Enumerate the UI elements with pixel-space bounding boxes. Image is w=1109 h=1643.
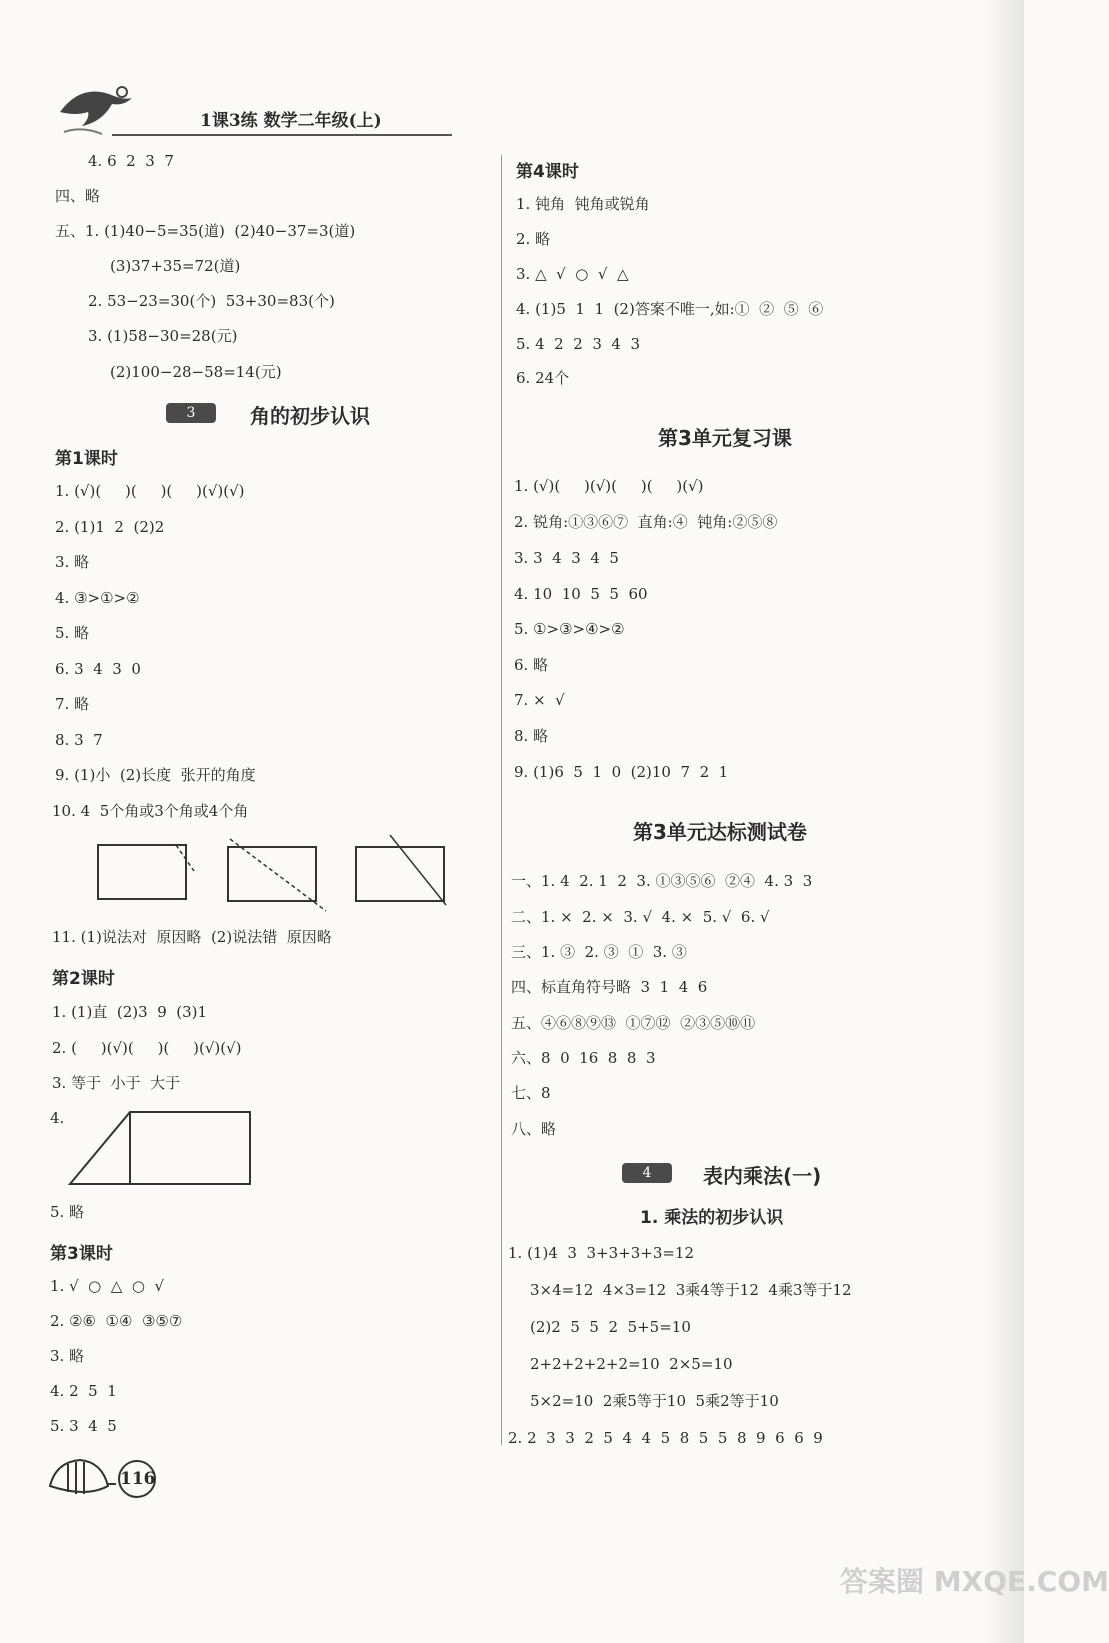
answer-line: 3. (1)58−30=28(元) [88,327,238,345]
answer-line: 4. (1)5 1 1 (2)答案不唯一,如:① ② ⑤ ⑥ [516,300,824,318]
test-title: 第3单元达标测试卷 [633,820,807,844]
answer-line: 1. √ ○ △ ○ √ [50,1277,165,1295]
answer-line: 1. 钝角 钝角或锐角 [516,195,650,213]
dolphin-logo-icon [52,82,152,142]
answer-line: 五、④⑥⑧⑨⑬ ①⑦⑫ ②③⑤⑩⑪ [511,1014,756,1032]
answer-line: 八、略 [511,1120,557,1138]
answer-line: 5. 略 [50,1203,85,1221]
lesson-heading: 第4课时 [516,162,579,182]
watermark: 答案圈 MXQE.COM [840,1565,1109,1598]
footer-character-icon [46,1456,116,1500]
answer-line: 8. 略 [514,727,549,745]
page-edge-shadow [984,0,1024,1643]
answer-line: 2. ②⑥ ①④ ③⑤⑦ [50,1312,183,1330]
lesson-heading: 第1课时 [55,449,118,469]
page-header [52,82,392,142]
answer-line: 六、8 0 16 8 8 3 [511,1049,656,1067]
answer-line: 2. 2 3 3 2 5 4 4 5 8 5 5 8 9 6 6 9 [508,1429,823,1447]
answer-line: 6. 24个 [516,369,570,387]
answer-line: 七、8 [511,1084,551,1102]
answer-line: 5. ①>③>④>② [514,620,625,638]
answer-line: 2. 略 [516,230,551,248]
answer-line: (2)2 5 5 2 5+5=10 [530,1318,691,1336]
answer-line: 4. ③>①>② [55,589,140,607]
answer-line: 5. 3 4 5 [50,1417,117,1435]
answer-line: (3)37+35=72(道) [110,257,241,275]
answer-line: 5×2=10 2乘5等于10 5乘2等于10 [530,1392,779,1410]
answer-line: 1. (1)直 (2)3 9 (3)1 [52,1003,208,1021]
answer-line: 3. △ √ ○ √ △ [516,265,629,283]
answer-line: 7. × √ [514,691,565,709]
answer-line: 3×4=12 4×3=12 3乘4等于12 4乘3等于12 [530,1281,852,1299]
answer-line: 4. 2 5 1 [50,1382,117,1400]
lesson-heading: 第3课时 [50,1244,113,1264]
section-badge: 3 [166,403,216,423]
review-title: 第3单元复习课 [658,426,792,450]
answer-line: 9. (1)6 5 1 0 (2)10 7 2 1 [514,763,729,781]
answer-line: 4. [50,1109,65,1127]
header-rule [112,134,452,136]
answer-line: 3. 略 [50,1347,85,1365]
answer-line: 三、1. ③ 2. ③ ① 3. ③ [511,943,687,961]
answer-line: 5. 4 2 2 3 4 3 [516,335,641,353]
answer-line: 2. ( )(√)( )( )(√)(√) [52,1039,242,1057]
answer-line: 2+2+2+2+2=10 2×5=10 [530,1355,733,1373]
answer-line: 1. (√)( )(√)( )( )(√) [514,477,704,495]
answer-line: 4. 10 10 5 5 60 [514,585,648,603]
answer-line: 11. (1)说法对 原因略 (2)说法错 原因略 [52,928,332,946]
answer-line: 2. 锐角:①③⑥⑦ 直角:④ 钝角:②⑤⑧ [514,513,778,531]
header-title: 1课3练 数学二年级(上) [200,111,382,131]
section-badge: 4 [622,1163,672,1183]
answer-line: 五、1. (1)40−5=35(道) (2)40−37=3(道) [55,222,356,240]
answer-line: 3. 等于 小于 大于 [52,1074,181,1092]
lesson-heading: 第2课时 [52,969,115,989]
answer-line: 4. 6 2 3 7 [88,152,174,170]
answer-line: 8. 3 7 [55,731,103,749]
answer-line: 一、1. 4 2. 1 2 3. ①③⑤⑥ ②④ 4. 3 3 [511,872,813,890]
answer-line: 1. (1)4 3 3+3+3+3=12 [508,1244,695,1262]
answer-line: 四、略 [55,187,101,205]
answer-line: 9. (1)小 (2)长度 张开的角度 [55,766,256,784]
answer-line: 2. (1)1 2 (2)2 [55,518,165,536]
answer-line: 6. 略 [514,656,549,674]
answer-line: 1. (√)( )( )( )(√)(√) [55,482,245,500]
trapezoid-figure [68,1110,258,1190]
answer-line: 2. 53−23=30(个) 53+30=83(个) [88,292,335,310]
subsection-title: 1. 乘法的初步认识 [640,1208,784,1228]
answer-line: 7. 略 [55,695,90,713]
answer-line: 3. 3 4 3 4 5 [514,549,619,567]
section-title: 角的初步认识 [250,404,370,428]
rectangle-diagonal-figures [90,835,550,925]
answer-line: 5. 略 [55,624,90,642]
answer-line: 二、1. × 2. × 3. √ 4. × 5. √ 6. √ [511,908,770,926]
column-divider [501,155,502,1445]
page-number: 116 [118,1460,156,1498]
answer-line: (2)100−28−58=14(元) [110,363,282,381]
answer-line: 3. 略 [55,553,90,571]
answer-line: 10. 4 5个角或3个角或4个角 [52,802,249,820]
answer-line: 四、标直角符号略 3 1 4 6 [511,978,708,996]
section-title: 表内乘法(一) [703,1164,822,1188]
answer-line: 6. 3 4 3 0 [55,660,141,678]
